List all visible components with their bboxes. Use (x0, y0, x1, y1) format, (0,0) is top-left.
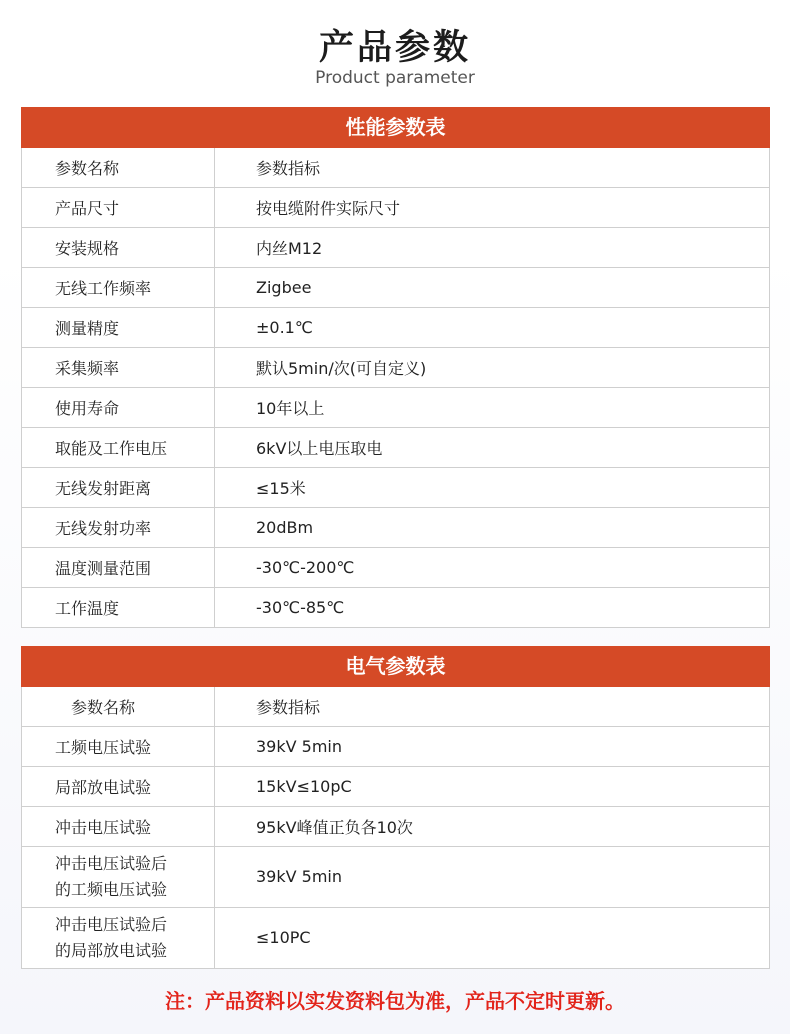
param-name-cell: 无线发射功率 (22, 508, 215, 547)
param-name-cell: 无线工作频率 (22, 268, 215, 307)
param-value-cell: 按电缆附件实际尺寸 (256, 199, 401, 218)
param-name-cell: 工频电压试验 (22, 727, 215, 766)
table-row (22, 806, 769, 846)
param-name-cell: 使用寿命 (22, 388, 215, 427)
table-row (22, 427, 769, 467)
param-name-cell: 工作温度 (22, 588, 215, 627)
page-title: 产品参数 (318, 28, 471, 68)
param-value-cell: 内丝M12 (256, 239, 323, 258)
param-name-cell: 冲击电压试验 (22, 807, 215, 846)
param-name-cell: 取能及工作电压 (22, 428, 215, 467)
electrical-table-body (22, 687, 769, 969)
param-name-cell (22, 847, 215, 907)
param-name-cell: 测量精度 (22, 308, 215, 347)
table-row (22, 687, 769, 726)
param-value-cell: -30℃-85℃ (256, 598, 345, 617)
table-row (22, 766, 769, 806)
table-row (22, 187, 769, 227)
param-value-cell: ≤10PC (256, 928, 311, 947)
param-name-cell: 参数名称 (22, 148, 215, 187)
performance-table (21, 107, 770, 628)
param-value-cell: 15kV≤10pC (256, 777, 352, 796)
param-value-cell: -30℃-200℃ (256, 558, 355, 577)
performance-table-body (22, 148, 769, 628)
param-name-cell: 采集频率 (22, 348, 215, 387)
param-value-cell: 20dBm (256, 518, 314, 537)
param-value-cell: 39kV 5min (256, 737, 343, 756)
param-name-cell: 参数名称 (22, 687, 215, 726)
param-name-line: 冲击电压试验后 (55, 854, 168, 873)
table-row (22, 267, 769, 307)
param-name-cell: 温度测量范围 (22, 548, 215, 587)
performance-table-heading: 性能参数表 (21, 107, 770, 148)
table-row (22, 227, 769, 267)
param-value-cell: 10年以上 (256, 399, 325, 418)
param-value-cell: 95kV峰值正负各10次 (256, 818, 413, 837)
param-name-cell: 产品尺寸 (22, 188, 215, 227)
footer-note: 注：产品资料以实发资料包为准，产品不定时更新。 (165, 989, 625, 1013)
param-name-cell: 安装规格 (22, 228, 215, 267)
electrical-table (21, 646, 770, 969)
param-value-cell: ≤15米 (256, 479, 306, 498)
table-row (22, 587, 769, 628)
param-value-cell: ±0.1℃ (256, 318, 313, 337)
table-row (22, 507, 769, 547)
param-name-line: 的局部放电试验 (55, 941, 168, 960)
table-row (22, 726, 769, 766)
param-name-cell: 无线发射距离 (22, 468, 215, 507)
param-value-cell: 6kV以上电压取电 (256, 439, 383, 458)
table-row (22, 387, 769, 427)
param-name-line: 冲击电压试验后 (55, 915, 168, 934)
electrical-table-heading: 电气参数表 (21, 646, 770, 687)
table-row (22, 148, 769, 187)
param-value-cell: 默认5min/次(可自定义) (256, 359, 427, 378)
param-value-cell: Zigbee (256, 278, 312, 297)
param-value-cell: 参数指标 (256, 698, 321, 717)
table-row (22, 846, 769, 907)
param-value-cell: 参数指标 (256, 159, 321, 178)
table-row (22, 307, 769, 347)
param-name-line: 的工频电压试验 (55, 880, 168, 899)
table-row (22, 467, 769, 507)
page-subtitle: Product parameter (315, 68, 475, 88)
table-row (22, 347, 769, 387)
table-row (22, 907, 769, 969)
param-name-cell: 局部放电试验 (22, 767, 215, 806)
table-row (22, 547, 769, 587)
param-name-cell (22, 908, 215, 968)
param-value-cell: 39kV 5min (256, 867, 343, 886)
